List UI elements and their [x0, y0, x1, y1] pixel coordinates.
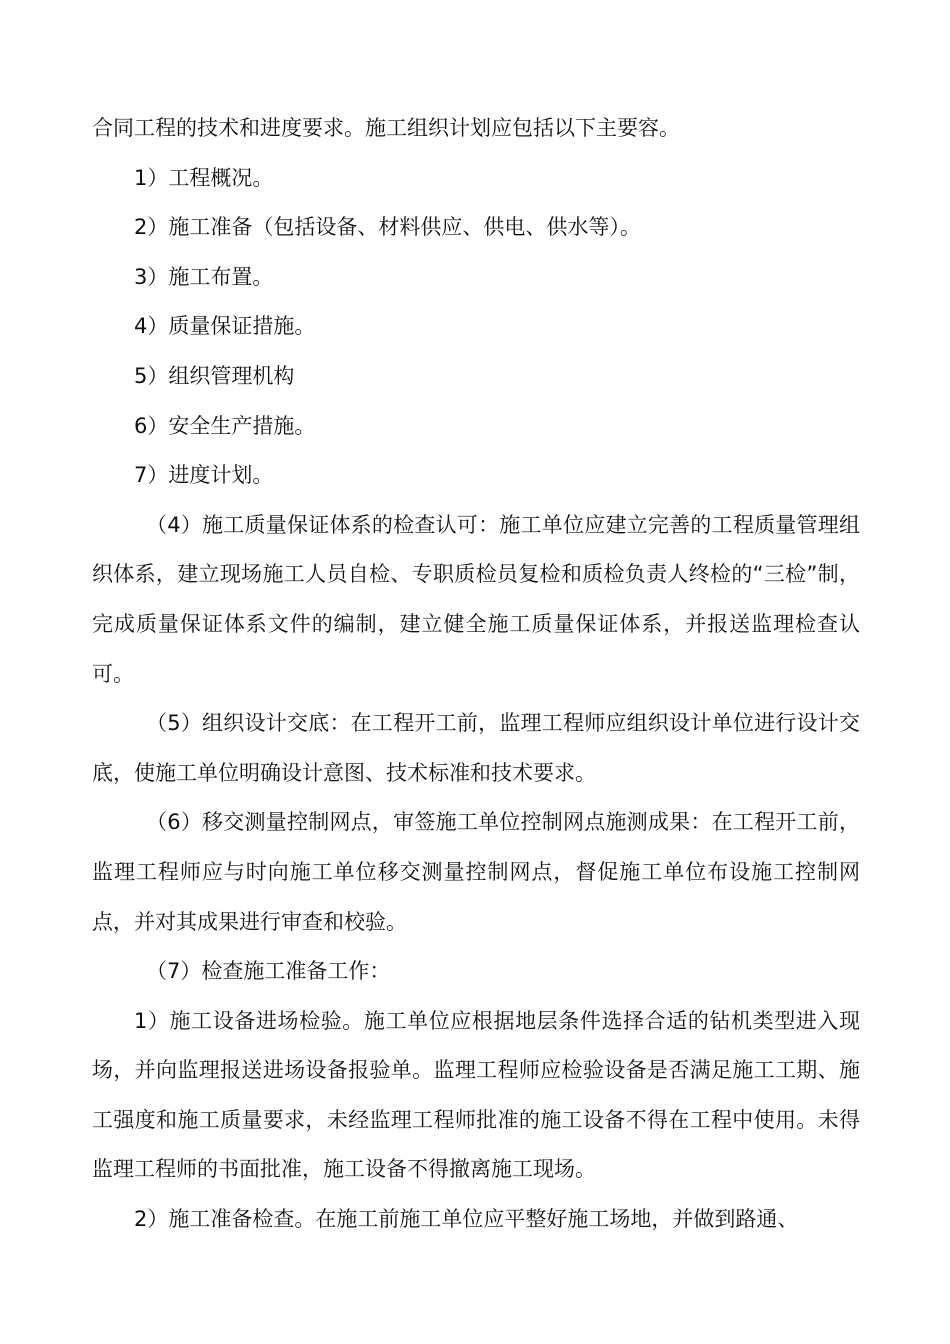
- paragraph-survey-control: （6）移交测量控制网点，审签施工单位控制网点施测成果：在工程开工前，监理工程师应与时向施工单位移交测量控制网点，督促施工单位布设施工控制网点，并对其成果进行审查和校验。: [92, 810, 860, 934]
- paragraph-check-preparation: （7）检查施工准备工作：: [146, 959, 391, 984]
- paragraph-intro: 合同工程的技术和进度要求。施工组织计划应包括以下主要容。: [92, 116, 680, 140]
- list-item-project-overview: 1）工程概况。: [134, 165, 274, 190]
- list-item-construction-preparation: 2）施工准备（包括设备、材料供应、供电、供水等）。: [134, 215, 641, 240]
- paragraph-design-briefing: （5）组织设计交底：在工程开工前，监理工程师应组织设计单位进行设计交底，使施工单位明确设计意图、技术标准和技术要求。: [92, 711, 860, 785]
- list-item-construction-layout: 3）施工布置。: [134, 264, 274, 289]
- document-page: [92, 104, 860, 1245]
- list-item-quality-measures: 4）质量保证措施。: [134, 314, 316, 339]
- list-item-safety-measures: 6）安全生产措施。: [134, 413, 316, 438]
- list-item-equipment-inspection: 1）施工设备进场检验。施工单位应根据地层条件选择合适的钻机类型进入现场，并向监理报送进场设备报验单。监理工程师应检验设备是否满足施工工期、施工强度和施工质量要求，未经监理工程师批准的施工设备不得在工程中使用。未得监理工程师的书面批准，施工设备不得撤离施工现场。: [92, 1008, 860, 1182]
- list-item-preparation-inspection: 2）施工准备检查。在施工前施工单位应平整好施工场地，并做到路通、: [134, 1207, 799, 1232]
- list-item-organization: 5）组织管理机构: [134, 363, 295, 388]
- paragraph-quality-system: （4）施工质量保证体系的检查认可：施工单位应建立完善的工程质量管理组织体系，建立现场施工人员自检、专职质检员复检和质检负责人终检的“三检”制，完成质量保证体系文件的编制，建立健全施工质量保证体系，并报送监理检查认可。: [92, 512, 860, 686]
- list-item-schedule: 7）进度计划。: [134, 463, 274, 488]
